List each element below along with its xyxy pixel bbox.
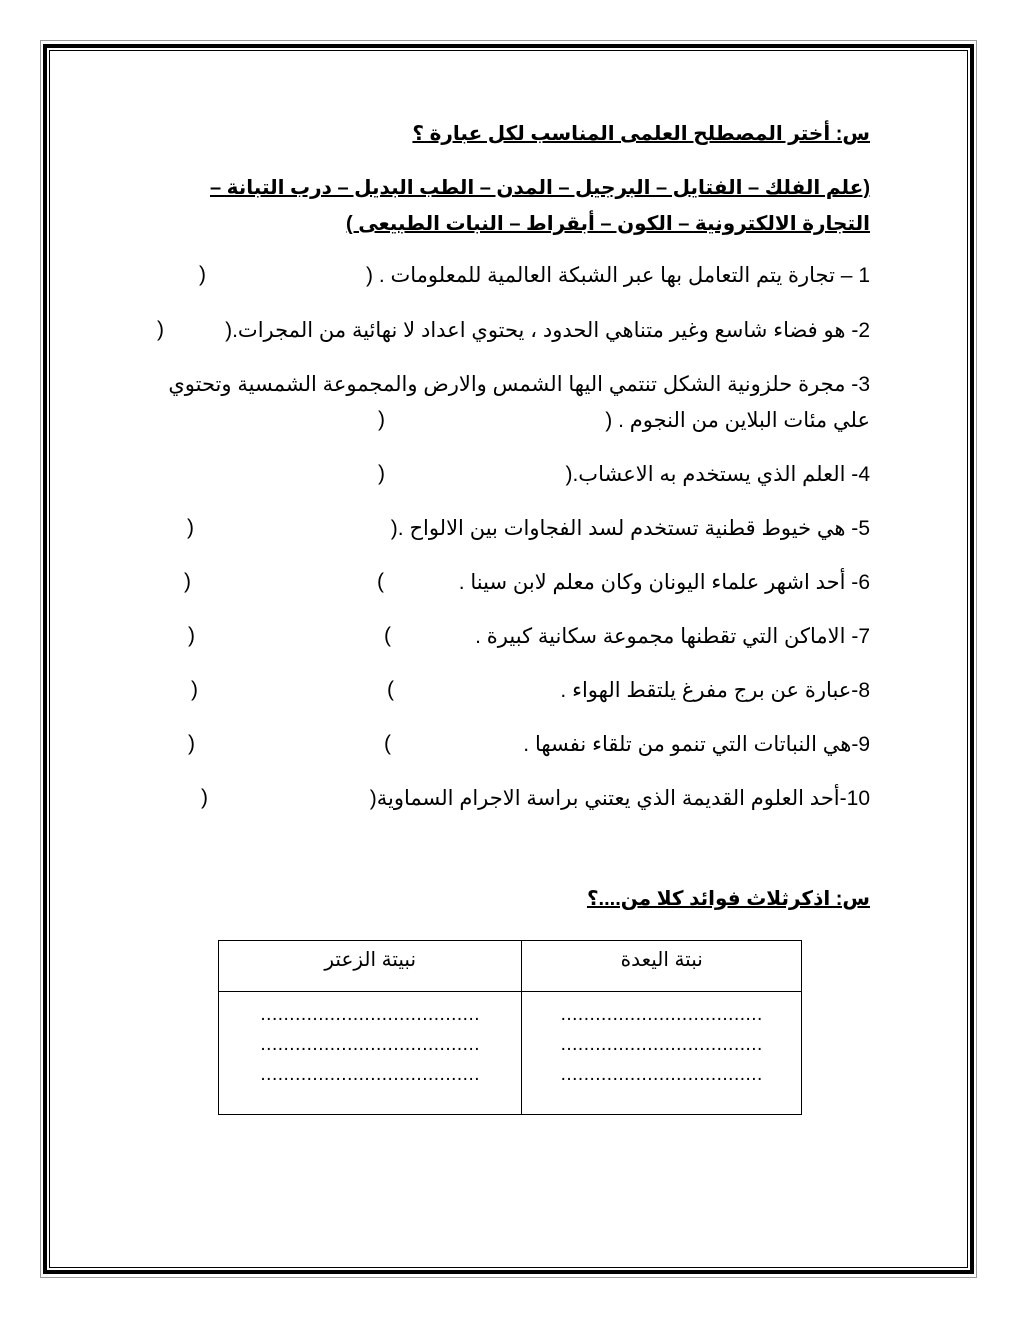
- item-4-text: 4- العلم الذي يستخدم به الاعشاب.(: [565, 463, 870, 486]
- item-1-close-paren: ): [199, 263, 206, 286]
- item-5-close-paren: ): [187, 516, 194, 539]
- item-9-open-paren: (: [384, 732, 391, 755]
- item-3-continuation: علي مئات البلاين من النجوم . (: [605, 409, 870, 432]
- item-3-text: 3- مجرة حلزونية الشكل تنتمي اليها الشمس والارض والمجموعة الشمسية وتحتوي: [168, 373, 870, 396]
- answer-line: ...................................: [560, 1034, 763, 1055]
- answer-line: ...................................: [560, 1064, 763, 1085]
- item-8-text: 8-عبارة عن برج مفرغ يلتقط الهواء .: [560, 679, 870, 702]
- answer-line: ......................................: [260, 1064, 481, 1085]
- question1-heading: س: أختر المصطلح العلمى المناسب لكل عبارة ؟: [412, 123, 870, 145]
- item-9-text: 9-هي النباتات التي تنمو من تلقاء نفسها .: [523, 733, 870, 756]
- item-6-open-paren: (: [377, 570, 384, 593]
- item-6-text: 6- أحد اشهر علماء اليونان وكان معلم لابن سينا .: [458, 571, 870, 594]
- item-7-close-paren: ): [188, 624, 195, 647]
- benefits-table: [218, 940, 802, 1115]
- table-header-row: [219, 941, 802, 992]
- item-2-close-paren: ): [157, 318, 164, 341]
- item-3-close-paren: ): [378, 408, 385, 431]
- answer-line: ......................................: [260, 1034, 481, 1055]
- item-9-close-paren: ): [188, 732, 195, 755]
- answer-line: ......................................: [260, 1004, 481, 1025]
- header-zaatar: نبيتة الزعتر: [219, 941, 522, 992]
- item-1-text: 1 – تجارة يتم التعامل بها عبر الشبكة العالمية للمعلومات . (: [366, 264, 870, 287]
- question2-heading: س: اذكرثلاث فوائد كلا من....؟: [586, 888, 870, 910]
- item-2-text: 2- هو فضاء شاسع وغير متناهي الحدود ، يحتوي اعداد لا نهائية من المجرات.(: [225, 319, 870, 342]
- item-7-open-paren: (: [384, 624, 391, 647]
- answer-cell-yaada[interactable]: [522, 992, 802, 1115]
- item-10-close-paren: ): [201, 786, 208, 809]
- item-8-open-paren: (: [387, 678, 394, 701]
- word-bank: (علم الفلك – الفتايل – البرجيل – المدن – الطب البديل – درب التبانة – التجارة الالكترونية – الكون – أبقراط – النبات الطبيعى ): [209, 177, 870, 235]
- item-10-text: 10-أحد العلوم القديمة الذي يعتني براسة الاجرام السماوية(: [369, 787, 870, 810]
- header-yaada: نبتة اليعدة: [522, 941, 802, 992]
- item-5-text: 5- هي خيوط قطنية تستخدم لسد الفجاوات بين الالواح .(: [390, 517, 870, 540]
- table-answer-row: [219, 992, 802, 1115]
- item-7-text: 7- الاماكن التي تقطنها مجموعة سكانية كبيرة .: [475, 625, 870, 648]
- item-4-close-paren: ): [378, 462, 385, 485]
- answer-cell-zaatar[interactable]: [219, 992, 522, 1115]
- item-6-close-paren: ): [184, 570, 191, 593]
- item-8-close-paren: ): [191, 678, 198, 701]
- answer-line: ...................................: [560, 1004, 763, 1025]
